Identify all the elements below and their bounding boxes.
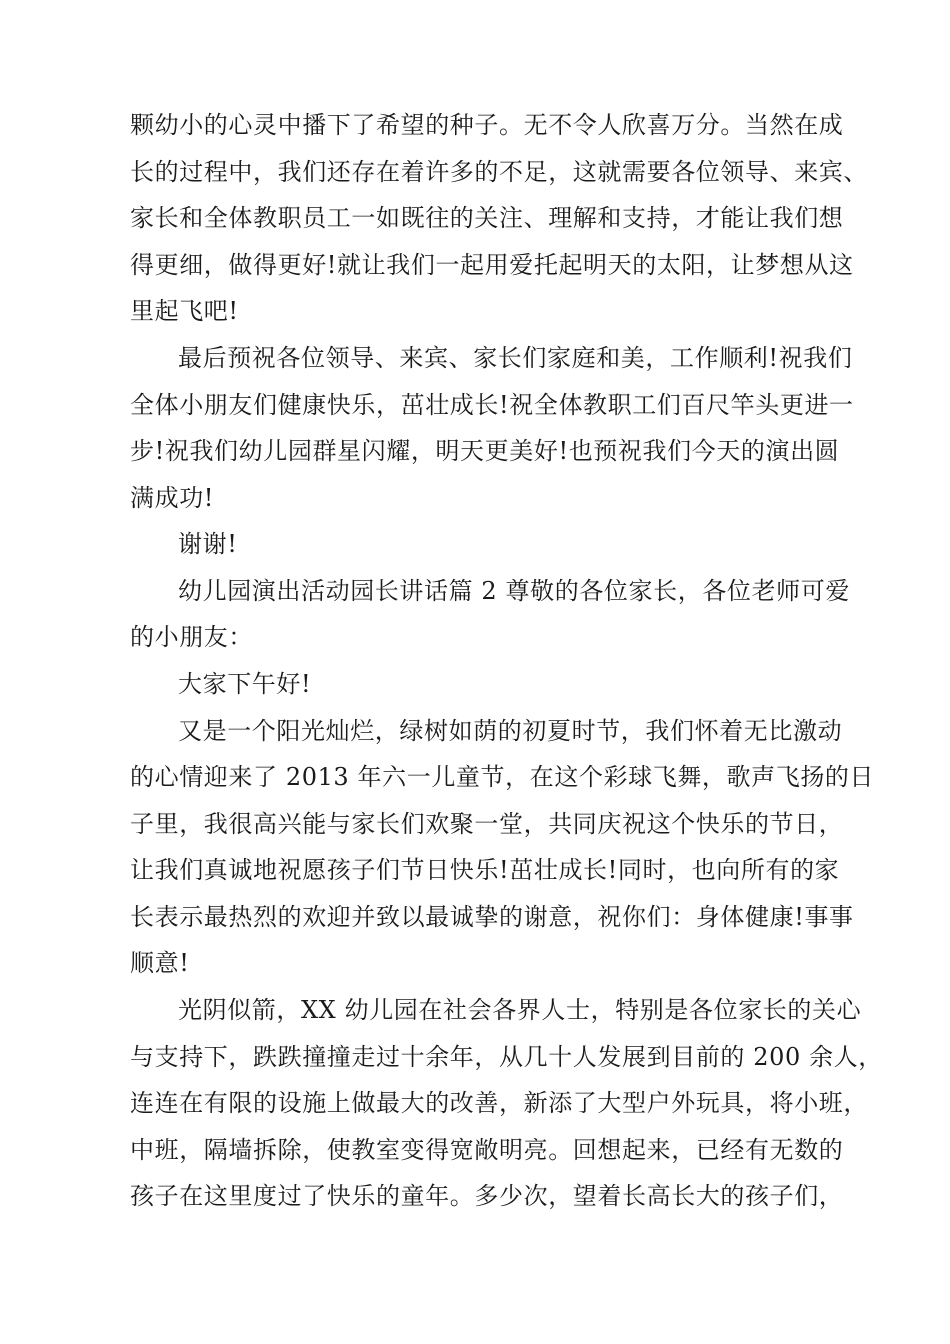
text-line: 长表示最热烈的欢迎并致以最诚挚的谢意，祝你们：身体健康!事事 [130,903,854,931]
text-line: 让我们真诚地祝愿孩子们节日快乐!茁壮成长!同时，也向所有的家 [130,856,840,884]
text-line: 颗幼小的心灵中播下了希望的种子。无不令人欣喜万分。当然在成 [130,111,844,139]
paragraph-start-line: 光阴似箭，XX 幼儿园在社会各界人士，特别是各位家长的关心 [178,996,862,1024]
text-line: 子里，我很高兴能与家长们欢聚一堂，共同庆祝这个快乐的节日， [130,810,844,838]
thanks-line: 谢谢! [178,530,238,558]
text-line: 步!祝我们幼儿园群星闪耀，明天更美好!也预祝我们今天的演出圆 [130,437,840,465]
text-line: 顺意! [130,949,190,977]
text-line: 孩子在这里度过了快乐的童年。多少次，望着长高长大的孩子们， [130,1182,844,1210]
text-line: 长的过程中，我们还存在着许多的不足，这就需要各位领导、来宾、 [130,158,868,186]
text-line: 满成功! [130,484,215,512]
paragraph-start-line: 最后预祝各位领导、来宾、家长们家庭和美，工作顺利!祝我们 [178,344,853,372]
text-line: 连连在有限的设施上做最大的改善，新添了大型户外玩具，将小班， [130,1089,868,1117]
greeting-line: 大家下午好! [178,670,312,698]
paragraph-start-line: 又是一个阳光灿烂，绿树如荫的初夏时节，我们怀着无比激动 [178,717,843,745]
text-line: 的小朋友： [130,623,253,651]
text-line: 家长和全体教职员工一如既往的关注、理解和支持，才能让我们想 [130,204,844,232]
section-heading-line: 幼儿园演出活动园长讲话篇 2 尊敬的各位家长，各位老师可爱 [178,577,850,605]
text-line: 里起飞吧! [130,297,239,325]
text-line: 中班，隔墙拆除，使教室变得宽敞明亮。回想起来，已经有无数的 [130,1136,844,1164]
text-line: 全体小朋友们健康快乐，茁壮成长!祝全体教职工们百尺竿头更进一 [130,391,854,419]
text-line: 得更细，做得更好!就让我们一起用爱托起明天的太阳，让梦想从这 [130,251,854,279]
text-line: 与支持下，跌跌撞撞走过十余年，从几十人发展到目前的 200 余人， [130,1043,883,1071]
text-line: 的心情迎来了 2013 年六一儿童节，在这个彩球飞舞，歌声飞扬的日 [130,763,875,791]
